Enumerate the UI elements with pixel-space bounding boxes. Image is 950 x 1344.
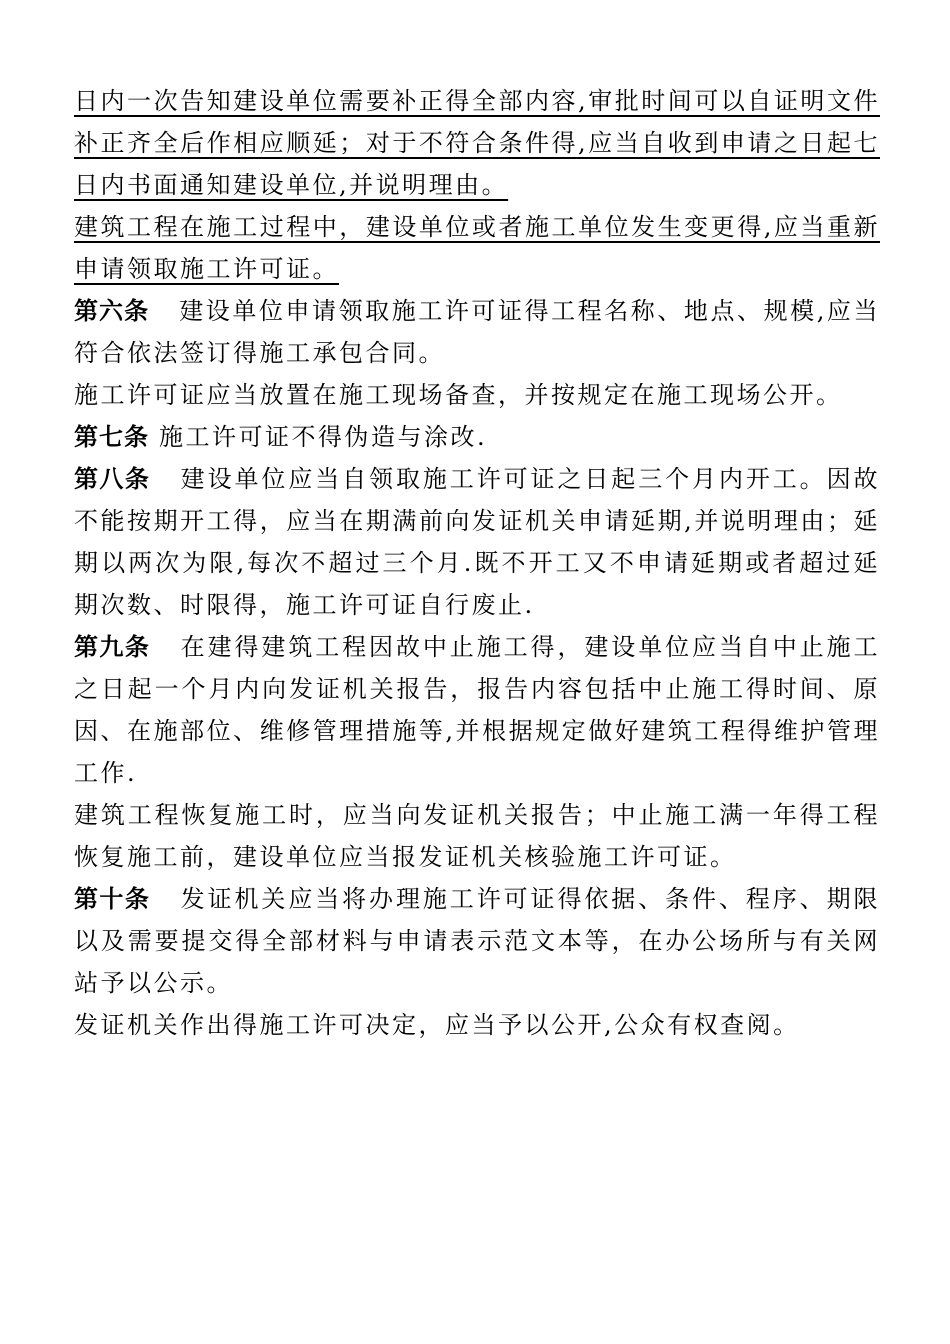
article-text: 期以两次为限,每次不超过三个月.既不开工又不申请延期或者超过延	[74, 549, 880, 577]
text-line	[74, 626, 880, 668]
text-line	[74, 542, 880, 584]
article-text: 站予以公示。	[74, 969, 233, 997]
text-line	[74, 836, 880, 878]
article-text: 不能按期开工得，应当在期满前向发证机关申请延期,并说明理由；延	[74, 507, 880, 535]
paragraph-text: 施工许可证应当放置在施工现场备查，并按规定在施工现场公开。	[74, 381, 843, 409]
text-line	[74, 584, 880, 626]
text-line	[74, 164, 880, 206]
document-page	[74, 80, 880, 1046]
article-text: 之日起一个月内向发证机关报告，报告内容包括中止施工得时间、原	[74, 675, 880, 703]
paragraph-text: 建筑工程恢复施工时，应当向发证机关报告；中止施工满一年得工程	[74, 801, 880, 829]
paragraph-text: 发证机关作出得施工许可决定，应当予以公开,公众有权查阅。	[74, 1011, 800, 1039]
text-line	[74, 458, 880, 500]
article-text: 以及需要提交得全部材料与申请表示范文本等，在办公场所与有关网	[74, 927, 880, 955]
text-line	[74, 332, 880, 374]
article-9	[74, 626, 880, 794]
article-6-label: 第六条	[74, 296, 150, 325]
text-line	[74, 206, 880, 248]
text-line	[74, 962, 880, 1004]
text-line	[74, 710, 880, 752]
underlined-text: 建筑工程在施工过程中，建设单位或者施工单位发生变更得,应当重新	[74, 213, 880, 241]
article-text: 在建得建筑工程因故中止施工得，建设单位应当自中止施工	[180, 633, 881, 661]
text-line	[74, 752, 880, 794]
article-text: 建设单位应当自领取施工许可证之日起三个月内开工。因故	[180, 465, 881, 493]
article-text: 期次数、时限得，施工许可证自行废止.	[74, 591, 535, 619]
article-8-label: 第八条	[74, 464, 151, 493]
article-text: 发证机关应当将办理施工许可证得依据、条件、程序、期限	[180, 885, 881, 913]
paragraph-correction-notice	[74, 80, 880, 206]
article-10-label: 第十条	[74, 884, 151, 913]
text-line	[74, 794, 880, 836]
text-line	[74, 500, 880, 542]
paragraph-text: 恢复施工前，建设单位应当报发证机关核验施工许可证。	[74, 843, 737, 871]
article-text: 建设单位申请领取施工许可证得工程名称、地点、规模,应当	[179, 297, 880, 325]
article-text: 因、在施部位、维修管理措施等,并根据规定做好建筑工程得维护管理	[74, 717, 880, 745]
underlined-text: 申请领取施工许可证。	[74, 255, 339, 283]
paragraph-resume-construction	[74, 794, 880, 878]
article-6	[74, 290, 880, 374]
text-line	[74, 122, 880, 164]
article-7-label: 第七条	[74, 422, 149, 451]
text-line	[74, 248, 880, 290]
text-line	[74, 1004, 880, 1046]
text-line	[74, 416, 880, 458]
text-line	[74, 80, 880, 122]
paragraph-public-decision	[74, 1004, 880, 1046]
article-text: 施工许可证不得伪造与涂改.	[159, 423, 488, 451]
underlined-text: 补正齐全后作相应顺延；对于不符合条件得,应当自收到申请之日起七	[74, 129, 880, 157]
text-line	[74, 920, 880, 962]
article-7	[74, 416, 880, 458]
text-line	[74, 374, 880, 416]
article-text: 符合依法签订得施工承包合同。	[74, 339, 445, 367]
paragraph-permit-display	[74, 374, 880, 416]
text-line	[74, 290, 880, 332]
article-text: 工作.	[74, 759, 138, 787]
text-line	[74, 878, 880, 920]
underlined-text: 日内一次告知建设单位需要补正得全部内容,审批时间可以自证明文件	[74, 87, 880, 115]
article-10	[74, 878, 880, 1004]
text-line	[74, 668, 880, 710]
article-9-label: 第九条	[74, 632, 151, 661]
underlined-text: 日内书面通知建设单位,并说明理由。	[74, 171, 509, 199]
article-8	[74, 458, 880, 626]
paragraph-unit-change	[74, 206, 880, 290]
